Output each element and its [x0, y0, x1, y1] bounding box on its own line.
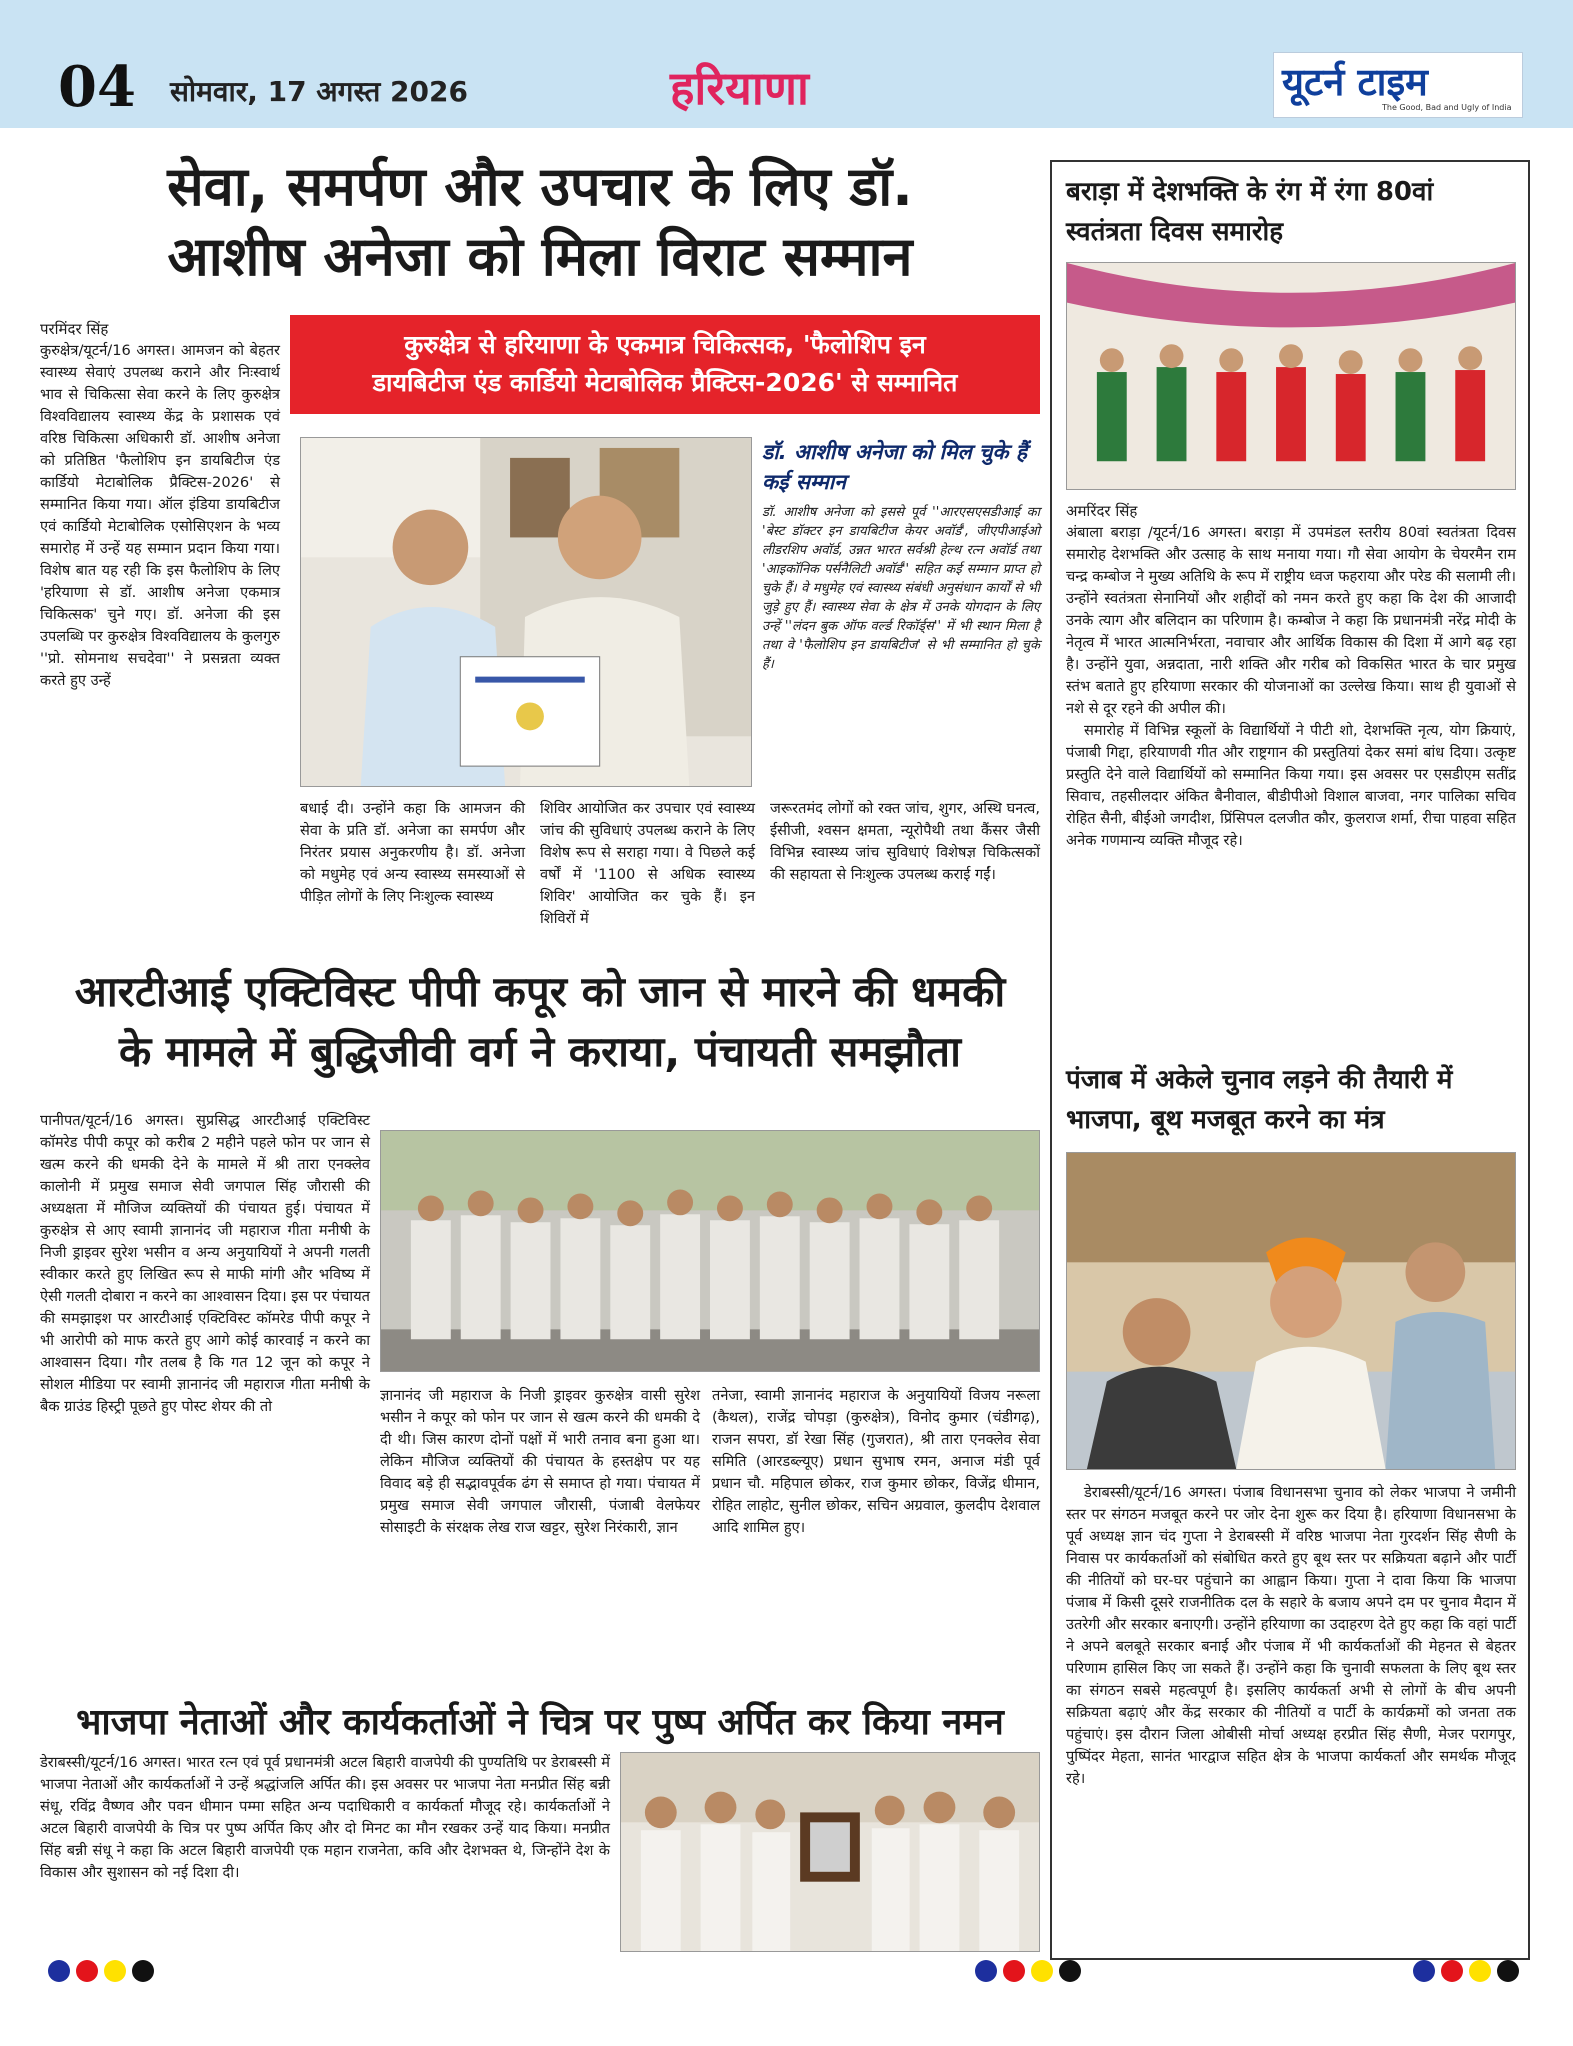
story2-headline-line2: के मामले में बुद्धिजीवी वर्ग ने कराया, पंचायती समझौता	[119, 1027, 961, 1076]
color-dot	[1413, 1960, 1435, 1982]
color-dot	[76, 1960, 98, 1982]
color-dot	[1031, 1960, 1053, 1982]
color-dot	[1441, 1960, 1463, 1982]
story2-headline-line1: आरटीआई एक्टिविस्ट पीपी कपूर को जान से मारने की धमकी	[74, 967, 1006, 1016]
masthead-title: यूटर्न टाइम	[1282, 60, 1428, 104]
story3-tribute-photo	[620, 1752, 1040, 1952]
rail-story1-text2: समारोह में विभिन्न स्कूलों के विद्यार्थियों ने पीटी शो, देशभक्ति नृत्य, योग क्रियाएं, पंजाबी गिद्दा, हरियाणवी गीत और राष्ट्रगान की प्रस्तुतियां देकर समां बांध दिया। उत्कृष्ट प्रस्तुति देने वाले विद्यार्थियों को सम्मानित किया गया। इस अवसर पर एसडीएम सतींद्र सिवाच, तहसीलदार अंकित बैनीवाल, बीडीपीओ विशाल बाजवा, नगर पालिका सचिव रोहित सैनी, बीईओ जगदीश, प्रिंसिपल दलजीत कौर, कुलराज शर्मा, रीचा पाहवा सहित अनेक गणमान्य व्यक्ति मौजूद रहे।	[1066, 722, 1516, 849]
main-story-photo	[300, 437, 752, 787]
color-dot	[104, 1960, 126, 1982]
rail-story2-photo	[1066, 1152, 1516, 1470]
rail-story1-text: अंबाला बराड़ा /यूटर्न/16 अगस्त। बराड़ा में उपमंडल स्तरीय 80वां स्वतंत्रता दिवस समारोह देशभक्ति और उत्साह के साथ मनाया गया। गौ सेवा आयोग के चेयरमैन राम चन्द्र कम्बोज ने मुख्य अतिथि के रूप में राष्ट्रीय ध्वज फहराया और परेड की सलामी ली। उन्होंने स्वतंत्रता सेनानियों और शहीदों को नमन करते हुए कहा कि देश की आजादी उनके त्याग और बलिदान का परिणाम है। कम्बोज ने कहा कि प्रधानमंत्री नरेंद्र मोदी के नेतृत्व में भारत आत्मनिर्भरता, नवाचार और आर्थिक विकास की दिशा में आगे बढ़ रहा है। उन्होंने युवा, अन्नदाता, नारी शक्ति और गरीब को विकसित भारत के चार प्रमुख स्तंभ बताते हुए हरियाणा सरकार की योजनाओं का उल्लेख किया। साथ ही युवाओं से नशे से दूर रहने की अपील की।	[1066, 524, 1516, 717]
story2-headline	[40, 962, 1040, 1082]
banner-line2: डायबिटीज एंड कार्डियो मेटाबोलिक प्रैक्टिस-2026' से सम्मानित	[372, 368, 958, 397]
story2-left-column: पानीपत/यूटर्न/16 अगस्त। सुप्रसिद्ध आरटीआई एक्टिविस्ट कॉमरेड पीपी कपूर को करीब 2 महीने पहले फोन पर जान से खत्म करने की धमकी देने के मामले में श्री तारा एनक्लेव कालोनी में प्रमुख समाज सेवी जगपाल सिंह जौरासी की अध्यक्षता में मौजिज व्यक्तियों की पंचायत हुई। पंचायत में कुरुक्षेत्र से आए स्वामी ज्ञानानंद जी महाराज गीता मनीषी के निजी ड्राइवर सुरेश भसीन व अन्य अनुयायियों ने अपनी गलती स्वीकार करते हुए लिखित रूप से माफी मांगी और भविष्य में ऐसी गलती दोबारा न करने का आश्वासन दिया। इस पर पंचायत की समझाइश पर आरटीआई एक्टिविस्ट कॉमरेड पीपी कपूर ने भी आरोपी को माफ करते हुए आगे कोई कारवाई न करने का आश्वासन दिया। गौर तलब है कि गत 12 जून को कपूर ने सोशल मीडिया पर स्वामी ज्ञानानंद जी महाराज गीता मनीषी के बैक ग्राउंड हिस्ट्री पूछते हुए पोस्ट शेयर की तो	[40, 1112, 370, 1415]
rail-story2	[1066, 1060, 1516, 1140]
rail-story1-byline: अमरिंदर सिंह	[1066, 502, 1138, 520]
color-dot	[1497, 1960, 1519, 1982]
story2-mid-column: ज्ञानानंद जी महाराज के निजी ड्राइवर कुरुक्षेत्र वासी सुरेश भसीन ने कपूर को फोन पर जान से खत्म करने की धमकी दे दी थी। जिस कारण दोनों पक्षों में भारी तनाव बना हुआ था। लेकिन मौजिज व्यक्तियों की पंचायत के हस्तक्षेप पर यह विवाद बड़े ही सद्भावपूर्वक ढंग से समाप्त हो गया। पंचायत में प्रमुख समाज सेवी जगपाल जौरासी, पंजाबी वेलफेयर सोसाइटी के संरक्षक लेख राज खट्टर, सुरेश निरंकारी, ज्ञान	[380, 1387, 700, 1536]
footer-colorbar-mid	[975, 1960, 1081, 1982]
color-dot	[975, 1960, 997, 1982]
main-column-c: जरूरतमंद लोगों को रक्त जांच, शुगर, अस्थि घनत्व, ईसीजी, श्वसन क्षमता, न्यूरोपैथी तथा कैंसर जैसी विभिन्न स्वास्थ्य जांच सुविधाएं विशेषज्ञ चिकित्सकों की सहायता से निःशुल्क उपलब्ध कराई गईं।	[770, 800, 1040, 883]
color-dot	[48, 1960, 70, 1982]
main-column-a: बधाई दी। उन्होंने कहा कि आमजन की सेवा के प्रति डॉ. अनेजा का समर्पण और निरंतर प्रयास अनुकरणीय है। डॉ. अनेजा को मधुमेह एवं अन्य स्वास्थ्य समस्याओं से पीड़ित लोगों के लिए निःशुल्क स्वास्थ्य	[300, 800, 525, 905]
rail-story1-headline-line1: बराड़ा में देशभक्ति के रंग में रंगा 80वां	[1066, 177, 1434, 207]
rail-story2-headline-line2: भाजपा, बूथ मजबूत करने का मंत्र	[1066, 1105, 1385, 1135]
masthead-logo[interactable]	[1273, 52, 1523, 118]
honours-sidebar-heading: डॉ. आशीष अनेजा को मिल चुके हैं कई सम्मान	[762, 440, 1027, 494]
story2-group-photo	[380, 1130, 1040, 1372]
main-subheadline-banner	[290, 315, 1040, 414]
rail-story1	[1066, 172, 1516, 252]
main-left-text: कुरुक्षेत्र/यूटर्न/16 अगस्त। आमजन को बेहतर स्वास्थ्य सेवाएं उपलब्ध कराने और निःस्वार्थ भाव से चिकित्सा सेवा करने के लिए कुरुक्षेत्र विश्वविद्यालय स्वास्थ्य केंद्र के प्रशासक एवं वरिष्ठ चिकित्सा अधिकारी डॉ. आशीष अनेजा को प्रतिष्ठित 'फैलोशिप इन डायबिटीज एंड कार्डियो मेटाबोलिक प्रैक्टिस-2026' से सम्मानित किया गया। ऑल इंडिया डायबिटीज एवं कार्डियो मेटाबोलिक एसोसिएशन के भव्य समारोह में उन्हें यह सम्मान प्रदान किया गया। विशेष बात यह रही कि इस फैलोशिप के लिए 'हरियाणा से डॉ. आशीष अनेजा एकमात्र चिकित्सक' चुने गए। डॉ. अनेजा की इस उपलब्धि पर कुरुक्षेत्र विश्वविद्यालय के कुलगुरु ''प्रो. सोमनाथ सचदेवा'' ने प्रसन्नता व्यक्त करते हुए उन्हें	[40, 342, 280, 689]
footer-colorbar-left	[48, 1960, 154, 1982]
main-column-b: शिविर आयोजित कर उपचार एवं स्वास्थ्य जांच की सुविधाएं उपलब्ध कराने के लिए विशेष रूप से सराहा गया। वे पिछले कई वर्षों में '1100 से अधिक स्वास्थ्य शिविर' आयोजित कर चुके हैं। इन शिविरों में	[540, 800, 755, 927]
main-headline-line1: सेवा, समर्पण और उपचार के लिए डॉ.	[167, 155, 913, 218]
footer-colorbar-right	[1413, 1960, 1519, 1982]
page-number: 04	[58, 54, 136, 120]
rail-story1-headline-line2: स्वतंत्रता दिवस समारोह	[1066, 217, 1284, 247]
main-headline-line2: आशीष अनेजा को मिला विराट सम्मान	[167, 225, 913, 288]
story2-right-column: तनेजा, स्वामी ज्ञानानंद महाराज के अनुयायियों विजय नरूला (कैथल), राजेंद्र चोपड़ा (कुरुक्षेत्र), विनोद कुमार (चंडीगढ़), राजन सपरा, डॉ रेखा सिंह (गुजरात), श्री तारा एनक्लेव सेवा समिति (आरडब्ल्यूए) प्रधान सुभाष रमन, अनाज मंडी पूर्व प्रधान चौ. महिपाल छोकर, राज कुमार छोकर, विजेंद्र धीमान, रोहित लाहोट, सुनील छोकर, सचिन अग्रवाल, कुलदीप देशवाल आदि शामिल हुए।	[712, 1387, 1040, 1536]
banner-line1: कुरुक्षेत्र से हरियाणा के एकमात्र चिकित्सक, 'फैलोशिप इन	[404, 330, 926, 359]
honours-sidebar	[762, 437, 1040, 674]
story3-text: डेराबस्सी/यूटर्न/16 अगस्त। भारत रत्न एवं पूर्व प्रधानमंत्री अटल बिहारी वाजपेयी की पुण्यतिथि पर डेराबस्सी में भाजपा नेताओं और कार्यकर्ताओं ने उन्हें श्रद्धांजलि अर्पित की। इस अवसर पर भाजपा नेता मनप्रीत सिंह बन्नी संधू, रविंद्र वैष्णव और पवन धीमान पम्मा सहित अन्य पदाधिकारी व कार्यकर्ता मौजूद रहे। कार्यकर्ताओं ने अटल बिहारी वाजपेयी के चित्र पर पुष्प अर्पित किए और दो मिनट का मौन रखकर उन्हें याद किया। मनप्रीत सिंह बन्नी संधू ने कहा कि अटल बिहारी वाजपेयी एक महान राजनेता, कवि और देशभक्त थे, जिन्होंने देश के विकास और सुशासन को नई दिशा दी।	[40, 1754, 610, 1881]
main-byline: परमिंदर सिंह	[40, 320, 109, 338]
color-dot	[1469, 1960, 1491, 1982]
section-title: हरियाणा	[670, 61, 809, 115]
rail-story1-body	[1066, 500, 1516, 852]
color-dot	[132, 1960, 154, 1982]
masthead-tagline: The Good, Bad and Ugly of India	[1382, 103, 1512, 112]
color-dot	[1059, 1960, 1081, 1982]
main-headline	[40, 152, 1040, 292]
issue-date: सोमवार, 17 अगस्त 2026	[170, 75, 468, 108]
color-dot	[1003, 1960, 1025, 1982]
honours-sidebar-text: डॉ. आशीष अनेजा को इससे पूर्व ''आरएसएसडीआई का 'बेस्ट डॉक्टर इन डायबिटीज केयर अवॉर्ड', जीएपीआईओ लीडरशिप अवॉर्ड, उन्नत भारत सर्वश्री हेल्थ रत्न अवॉर्ड तथा 'आइकॉनिक पर्सनैलिटी अवॉर्ड'' सहित कई सम्मान प्राप्त हो चुके हैं। वे मधुमेह एवं स्वास्थ्य संबंधी अनुसंधान कार्यों से भी जुड़े हुए हैं। स्वास्थ्य सेवा के क्षेत्र में उनके योगदान के लिए उन्हें ''लंदन बुक ऑफ वर्ल्ड रिकॉर्ड्स'' में भी स्थान मिला है तथा वे 'फैलोशिप इन डायबिटीज' से भी सम्मानित हो चुके हैं।	[762, 505, 1040, 672]
rail-story1-photo	[1066, 262, 1516, 490]
page-header	[40, 46, 1533, 126]
rail-story2-text: डेराबस्सी/यूटर्न/16 अगस्त। पंजाब विधानसभा चुनाव को लेकर भाजपा ने जमीनी स्तर पर संगठन मजबूत करने पर जोर देना शुरू कर दिया है। हरियाणा विधानसभा के पूर्व अध्यक्ष ज्ञान चंद गुप्ता ने डेराबस्सी में वरिष्ठ भाजपा नेता गुरदर्शन सिंह सैणी के निवास पर कार्यकर्ताओं को संबोधित करते हुए बूथ स्तर पर सक्रियता बढ़ाने और पार्टी की नीतियों को घर-घर पहुंचाने का आह्वान किया। गुप्ता ने दावा किया कि भाजपा पंजाब में किसी दूसरे राजनीतिक दल के सहारे के बजाय अपने दम पर चुनाव मैदान में उतरेगी और सरकार बनाएगी। उन्होंने हरियाणा का उदाहरण देते हुए कहा कि वहां पार्टी ने अपने बलबूते सरकार बनाई और पंजाब में भी कार्यकर्ताओं की मेहनत से बेहतर परिणाम हासिल किए जा सकते हैं। उन्होंने कहा कि चुनावी सफलता के लिए बूथ स्तर का संगठन सबसे महत्वपूर्ण है। इसलिए कार्यकर्ता अभी से लोगों के बीच अपनी सक्रियता बढ़ाएं और केंद्र सरकार की नीतियों व पार्टी के कार्यक्रमों को जनता तक पहुंचाएं। इस दौरान जिला ओबीसी मोर्चा अध्यक्ष हरप्रीत सिंह सैणी, मेजर परागपुर, पुष्पिंदर मेहता, सानंत भारद्वाज सहित क्षेत्र के भाजपा कार्यकर्ता और समर्थक मौजूद रहे।	[1066, 1484, 1516, 1787]
right-rail	[1050, 160, 1530, 1960]
main-story-left-column	[40, 318, 280, 692]
story3-headline: भाजपा नेताओं और कार्यकर्ताओं ने चित्र पर पुष्प अर्पित कर किया नमन	[76, 1702, 1004, 1743]
rail-story2-headline-line1: पंजाब में अकेले चुनाव लड़ने की तैयारी में	[1066, 1065, 1453, 1095]
